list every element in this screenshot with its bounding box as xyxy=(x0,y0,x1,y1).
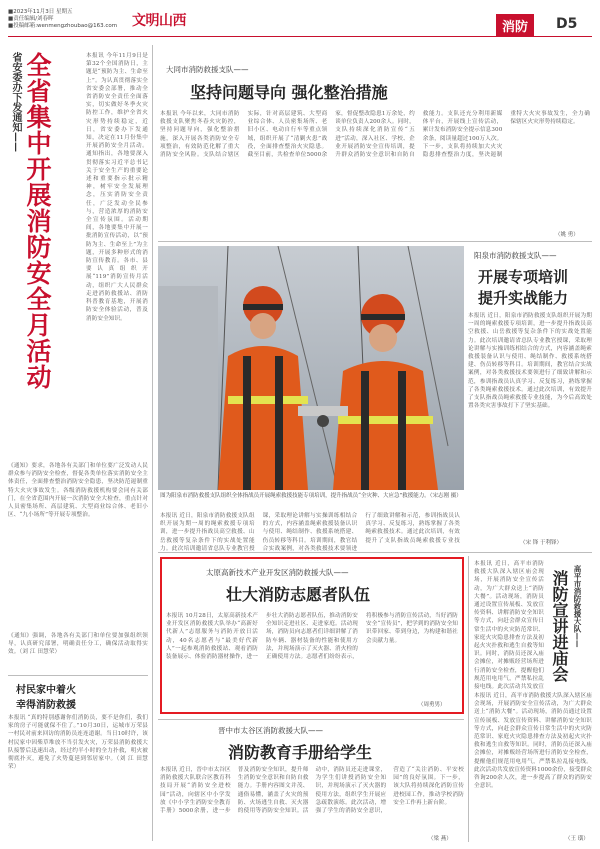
article1-body: 本报讯 今年以来，大同市消防救援支队聚焦冬春火灾防控，坚持问题导向，强化整治措施，深入开展各类消防安全专项整治，有效防范化解了重大消防安全风险。支队结合辖区实际，针对高层建筑、大型商业综合体、人员密集场所、老旧小区、电动自行车等重点领域，组织开展了“清剿火患”战役，全面排查整治火灾隐患。截至目前，共检查单位5000余家，督促整改隐患1万余处，约谈单位负责人200余人。同时，支队持续深化消防宣传“五进”活动，深入社区、学校、企业开展消防安全宣传培训，提升群众消防安全意识和自防自救能力。支队还充分利用新媒体平台，开展线上宣传活动，累计发布消防安全提示信息300余条，阅读量超过100万人次。下一步，支队将持续加大火灾隐患排查整治力度，坚决遏制重特大火灾事故发生，全力确保辖区火灾形势持续稳定。 xyxy=(160,111,590,159)
article1-divider xyxy=(158,241,592,242)
article4-divider xyxy=(158,719,464,720)
left-vertical-headline: 全省集中开展消防安全月活动 xyxy=(23,52,52,390)
article4-kicker: 晋中市太谷区消防救援大队—— xyxy=(218,726,323,735)
article3-kicker: 太原高新技术产业开发区消防救援大队—— xyxy=(206,568,349,577)
left-sub-body: 本报讯 “真的特别感谢你们消防员，要不是你们，我们家的房子可能就保不住了。”10月30日，运城市万荣县一村民对前来回访的消防员连连道谢。当日10时许，该村民家中因柴草堆放不当引发火灾，万荣县消防救援大队接警后迅速出动，经过约半小时的全力扑救，明火被彻底扑灭，避免了火势蔓延到邻居家中。（刘 江 田慧荣） xyxy=(8,715,148,771)
article5-body-top: 本报讯 近日，高平市消防救援大队深入辖区庙会现场，开展消防安全宣传活动，为广大群众送上“消防大餐”。活动现场，消防员通过设置宣传展板、发放宣传资料、讲解消防安全知识等方式，向赶会群众宣传日常生活中的火灾防范常识、家庭火灾隐患排查方法及初起火灾扑救和逃生自救等知识。同时，消防员还深入庙会摊位，对摊贩经营场所进行消防安全检查，提醒他们规范用电用气，严禁私拉乱接电线。此次活动共发放宣 xyxy=(474,561,544,690)
article1-kicker: 大同市消防救援支队—— xyxy=(166,65,249,74)
left-sub-headline-1: 村民家中着火 xyxy=(16,685,76,696)
masthead-email: ■投稿邮箱:wenmengzhoubao@163.com xyxy=(8,23,118,29)
article2-kicker: 阳泉市消防救援支队—— xyxy=(474,251,557,260)
masthead-editor: ■责任编辑/刘春晖 xyxy=(8,16,54,22)
article3-headline: 壮大消防志愿者队伍 xyxy=(226,585,371,604)
article4-body: 本报讯 近日，晋中市太谷区消防救援大队联合区教育科技局开展“消防安全进校园”活动，向辖区中小学发放《中小学生消防安全教育手册》5000余册，进一步普及消防安全知识，提升师生消防安全意识和自防自救能力。手册内容图文并茂、通俗易懂，涵盖了火灾的预防、火场逃生自救、灭火器的使用等消防安全知识。活动中，消防员还走进课堂，为学生们讲授消防安全知识，并现场演示了灭火器的使用方法，组织学生开展应急疏散演练。此次活动，增强了学生的消防安全意识，营造了“关注消防、平安校园”的良好氛围。下一步，该大队将持续深化消防宣传进校园工作，推动学校消防安全工作再上新台阶。 xyxy=(160,767,464,815)
article1-headline: 坚持问题导向 强化整治措施 xyxy=(190,83,388,102)
left-sub-headline-2: 幸得消防救援 xyxy=(16,700,76,711)
left-body-1: 本报讯 今年11月9日是第32个全国消防日，主题是“预防为主、生命至上”。为认真贯彻落实全省安委会部署，推动全省消防安全责任全面落实，切实做好冬季火灾防控工作，维护全省火灾形势持续稳定，近日，省安委办下发通知，决定在11月份集中开展消防安全月活动。通知指出，各地要深入贯彻落实习近平总书记关于安全生产的重要论述和重要指示批示精神，树牢安全发展理念，压实消防安全责任，广泛发动全民参与，营造浓厚的消防安全宣传氛围。活动期间，各地要集中开展一批消防宣传活动，以“预防为主、生命至上”为主题，开展多种形式的消防宣传教育。各市、县要认真组织开展“119”消防宣传月活动，组织广大人民群众走进消防救援站、消防科普教育基地，开展消防安全体验活动，普及消防安全知识。 xyxy=(86,53,148,322)
left-vertical-kicker: 省安委办下发通知—— xyxy=(10,52,21,152)
masthead-logo: 文明山西 xyxy=(132,13,186,29)
left-body-3: 《通知》强调，各地各有关部门和单位要加强组织领导，认真研究部署，明确责任分工，确保活动取得实效。（刘 江 田慧荣） xyxy=(8,633,148,656)
article5-byline: （王 璜） xyxy=(565,836,589,842)
article2-headline-1: 开展专项培训 xyxy=(478,268,569,286)
left-divider xyxy=(8,675,148,676)
article4-headline: 消防教育手册给学生 xyxy=(228,743,373,762)
article2-headline-2: 提升实战能力 xyxy=(478,289,569,307)
article5-vertical-kicker: 高平市消防救援大队—— xyxy=(573,565,582,648)
article2-byline: （宋 锋 于利锋） xyxy=(520,540,562,546)
article5-vertical-headline: 消防宣讲进庙会 xyxy=(550,570,569,682)
page-number: D5 xyxy=(556,16,578,32)
article2-body-bottom: 本报讯 近日，阳泉市消防救援支队组织开展为期一周的绳索救援专项培训，进一步提升指战员高空救援、山岳救援等复杂条件下的实战处置能力。此次培训邀请省总队专业教官授课，采取理论讲解与实操训练相结合的方式，内容涵盖绳索救援装备认识与使用、绳结制作、救援系统搭建、伤员转移等科目。培训期间，教官结合实战案例，对各类救援技术要领进行了细致讲解和示范，参训指战员认真学习、反复练习，熟练掌握了各类绳索救援技术。通过此次培训，有效提升了支队指战员绳索救援专业技 xyxy=(160,513,460,552)
article1-byline: （姚 勇） xyxy=(555,232,579,238)
section-tag: 消防 xyxy=(496,14,534,37)
article2-divider xyxy=(158,552,592,553)
masthead-date: ■2023年11月3日 星期五 xyxy=(8,9,73,15)
article2-body-right: 本报讯 近日，阳泉市消防救援支队组织开展为期一周的绳索救援专项培训，进一步提升指战员高空救援、山岳救援等复杂条件下的实战处置能力。此次培训邀请省总队专业教官授课，采取理论讲解与实操训练相结合的方式，内容涵盖绳索救援装备认识与使用、绳结制作、救援系统搭建、伤员转移等科目。培训期间，教官结合实战案例，对各类救援技术要领进行了细致讲解和示范，参训指战员认真学习、反复练习，熟练掌握了各类绳索救援技术。通过此次培训，有效提升了支队指战员绳索救援专业技能，为今后高效处置各类灾害事故打下了坚实基础。 xyxy=(468,313,592,410)
article4-byline: （梁 燕） xyxy=(428,836,452,842)
firefighter-training-photo xyxy=(158,246,464,490)
header-rule xyxy=(8,36,592,37)
left-column-rule xyxy=(152,45,153,841)
photo-illustration xyxy=(158,246,464,490)
left-body-2: 《通知》要求，各地各有关部门和单位要广泛发动人民群众参与消防安全检查，督促各类单位落实消防安全主体责任，全面排查整治消防安全隐患，坚决防范遏制重特大火灾事故发生。各级消防救援机构要会同有关部门，在全省范围内开展一次消防安全大检查，重点针对人员密集场所、高层建筑、大型商业综合体、老旧小区、“九小场所”等开展专项整治。 xyxy=(8,463,148,519)
article5-body-bottom: 本报讯 近日，高平市消防救援大队深入辖区庙会现场，开展消防安全宣传活动，为广大群众送上“消防大餐”。活动现场，消防员通过设置宣传展板、发放宣传资料、讲解消防安全知识等方式，向赶会群众宣传日常生活中的火灾防范常识、家庭火灾隐患排查方法及初起火灾扑救和逃生自救等知识。同时，消防员还深入庙会摊位，对摊贩经营场所进行消防安全检查，提醒他们规范用电用气，严禁私拉乱接电线。此次活动共发放宣传资料1000余份，接受群众咨询200余人次，进一步提高了群众的消防安全意识。 xyxy=(474,693,592,790)
article3-body: 本报讯 10月28日，太原高新技术产业开发区消防救援大队举办“高新好代新人”志愿服务与消防开放日活动，40名志愿者与“最美好代新人”一起参观消防救援站、观看消防装备展示、体验消防器材操作，进一步壮大消防志愿者队伍，推动消防安全知识走进社区、走进家庭。活动现场，消防员向志愿者们详细讲解了消防车辆、器材装备的性能和使用方法，并现场演示了灭火器、消火栓的正确使用方法。志愿者们纷纷表示，将积极参与消防宣传活动，当好消防安全“宣传员”，把学到的消防安全知识带回家、带到身边，为构建和谐社会贡献力量。 xyxy=(166,613,458,661)
photo-caption: 图为阳泉市消防救援支队组织全体指战员开展绳索救援技能专项培训，提升指战员“全灾种、大应急”救援能力。（宋志刚 摄） xyxy=(160,493,462,499)
article5-column-rule xyxy=(468,556,469,842)
article3-byline: （周勇男） xyxy=(418,702,446,708)
